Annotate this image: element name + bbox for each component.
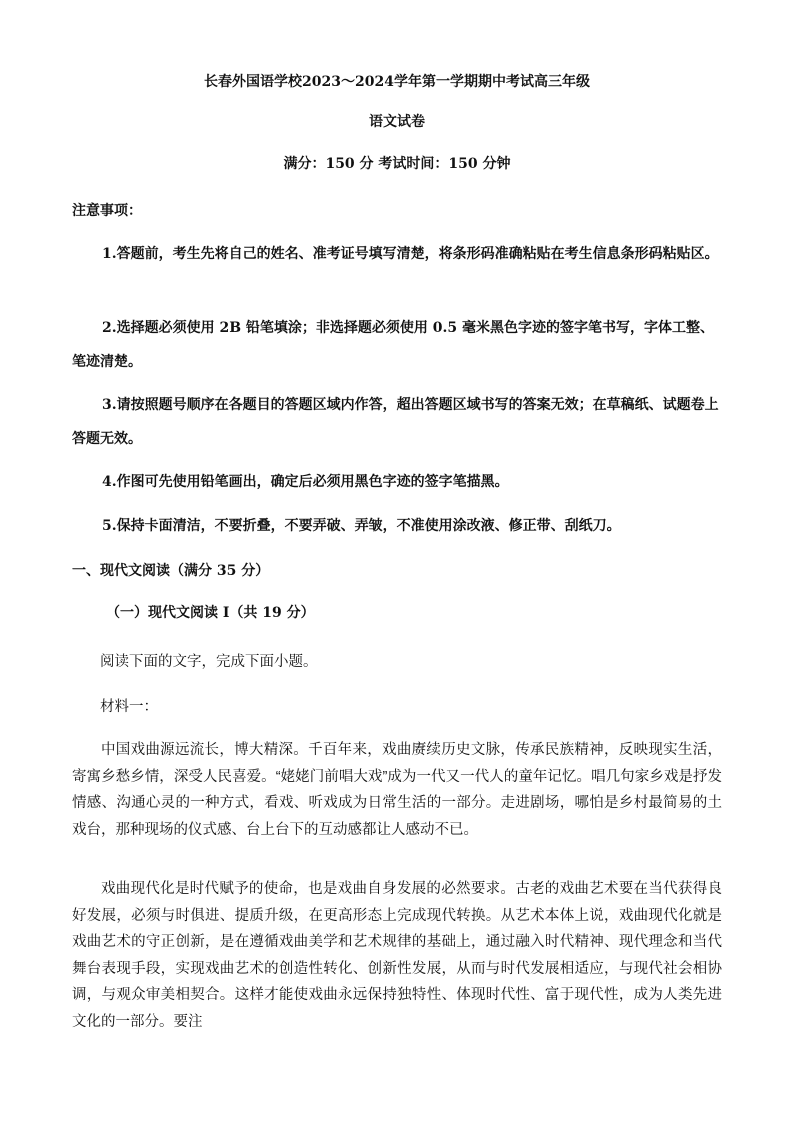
- note-item-1: 1.答题前，考生先将自己的姓名、准考证号填写清楚，将条形码准确粘贴在考生信息条形码粘贴区。: [102, 246, 719, 262]
- material-paragraph: 中国戏曲源远流长，博大精深。千百年来，戏曲赓续历史文脉，传承民族精神，反映现实生活，寄寓乡愁乡情，深受人民喜爱。“姥姥门前唱大戏”成为一代又一代人的童年记忆。唱几句家乡戏是抒发情感、沟通心灵的一种方式，看戏、听戏成为日常生活的一部分。走进剧场，哪怕是乡村最简易的土戏台，那种现场的仪式感、台上台下的互动感都让人感动不已。: [72, 742, 722, 838]
- note-item-3: 3.请按照题号顺序在各题目的答题区域内作答，超出答题区域书写的答案无效；在草稿纸、试题卷上答题无效。: [72, 397, 719, 447]
- section-heading: 一、现代文阅读（满分 35 分）: [72, 563, 270, 579]
- note-item-4: 4.作图可先使用铅笔画出，确定后必须用黑色字迹的签字笔描黑。: [102, 474, 509, 490]
- material-label: 材料一：: [100, 699, 158, 715]
- note-item-5: 5.保持卡面清洁，不要折叠，不要弄破、弄皱，不准使用涂改液、修正带、刮纸刀。: [102, 518, 621, 534]
- exam-title: 长春外国语学校2023～2024学年第一学期期中考试高三年级: [204, 74, 590, 90]
- notes-heading: 注意事项：: [72, 203, 142, 219]
- material-paragraph: 戏曲现代化是时代赋予的使命，也是戏曲自身发展的必然要求。古老的戏曲艺术要在当代获得良好发展，必须与时俱进、提质升级，在更高形态上完成现代转换。从艺术本体上说，戏曲现代化就是戏曲艺术的守正创新，是在遵循戏曲美学和艺术规律的基础上，通过融入时代精神、现代理念和当代舞台表现手段，实现戏曲艺术的创造性转化、创新性发展，从而与时代发展相适应，与现代社会相协调，与观众审美相契合。这样才能使戏曲永远保持独特性、体现时代性、富于现代性，成为人类先进文化的一部分。要注: [72, 881, 722, 1030]
- subsection-heading: （一）现代文阅读 I（共 19 分）: [106, 605, 315, 621]
- reading-instruction: 阅读下面的文字，完成下面小题。: [100, 654, 318, 670]
- exam-subject: 语文试卷: [369, 114, 425, 130]
- note-item-2: 2.选择题必须使用 2B 铅笔填涂；非选择题必须使用 0.5 毫米黑色字迹的签字笔书写，字体工整、笔迹清楚。: [72, 320, 715, 370]
- exam-score-time: 满分：150 分 考试时间：150 分钟: [283, 156, 511, 172]
